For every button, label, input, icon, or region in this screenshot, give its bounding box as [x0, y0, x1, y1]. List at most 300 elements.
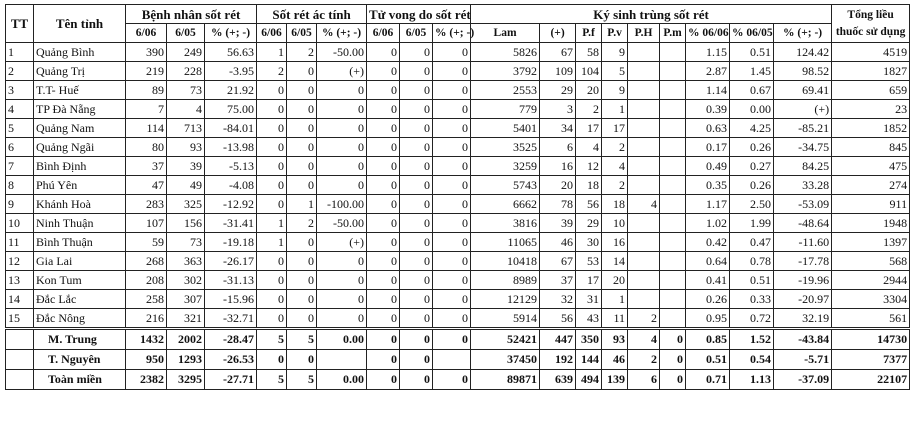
cell-pm	[660, 290, 686, 309]
cell-tt	[6, 329, 34, 350]
cell-pct-0606: 0.71	[686, 370, 730, 390]
cell-pf: 144	[576, 350, 602, 370]
cell-deaths-pct: 0	[433, 290, 471, 309]
cell-lam: 5914	[471, 309, 540, 329]
cell-province: Gia Lai	[34, 252, 126, 271]
cell-province: Quảng Trị	[34, 62, 126, 81]
cell-severe-0605: 0	[287, 350, 317, 370]
cell-deaths-pct: 0	[433, 157, 471, 176]
cell-pm	[660, 43, 686, 62]
sub-pct-0606: % 06/06	[686, 24, 730, 43]
cell-patients-0606: 59	[126, 233, 167, 252]
cell-patients-0605: 307	[167, 290, 205, 309]
cell-positive: 39	[540, 214, 576, 233]
cell-patients-0606: 2382	[126, 370, 167, 390]
cell-severe-0605: 0	[287, 62, 317, 81]
cell-total-doses: 561	[832, 309, 910, 329]
cell-severe-pct: 0	[317, 309, 367, 329]
cell-pct-0606: 0.17	[686, 138, 730, 157]
cell-province: Quảng Ngãi	[34, 138, 126, 157]
cell-pf: 104	[576, 62, 602, 81]
cell-pm: 0	[660, 370, 686, 390]
cell-pct-0605: 1.52	[730, 329, 774, 350]
cell-positive: 639	[540, 370, 576, 390]
cell-pm	[660, 138, 686, 157]
cell-patients-0606: 283	[126, 195, 167, 214]
cell-patients-0606: 80	[126, 138, 167, 157]
cell-ph	[628, 119, 660, 138]
cell-deaths-pct: 0	[433, 81, 471, 100]
cell-severe-pct: (+)	[317, 233, 367, 252]
cell-pf: 2	[576, 100, 602, 119]
sub-pct: % (+; -)	[433, 24, 471, 43]
cell-pm: 0	[660, 350, 686, 370]
cell-severe-0605: 5	[287, 329, 317, 350]
cell-total-doses: 14730	[832, 329, 910, 350]
cell-pct-change: -17.78	[774, 252, 832, 271]
cell-deaths-0605: 0	[400, 271, 433, 290]
cell-lam: 5826	[471, 43, 540, 62]
cell-deaths-pct: 0	[433, 119, 471, 138]
cell-pv: 14	[602, 252, 628, 271]
cell-severe-pct: 0	[317, 176, 367, 195]
cell-pm	[660, 271, 686, 290]
sub-0605: 6/05	[167, 24, 205, 43]
cell-severe-pct: 0	[317, 138, 367, 157]
cell-deaths-pct: 0	[433, 233, 471, 252]
cell-patients-0605: 73	[167, 233, 205, 252]
header-patients: Bệnh nhân sốt rét	[126, 5, 257, 24]
cell-province: Quảng Bình	[34, 43, 126, 62]
cell-ph: 2	[628, 350, 660, 370]
cell-deaths-pct: 0	[433, 138, 471, 157]
cell-province: Quảng Nam	[34, 119, 126, 138]
cell-patients-0606: 47	[126, 176, 167, 195]
cell-pct-0606: 0.63	[686, 119, 730, 138]
cell-severe-0606: 1	[257, 214, 287, 233]
cell-patients-pct: 21.92	[205, 81, 257, 100]
cell-lam: 8989	[471, 271, 540, 290]
cell-province: Phú Yên	[34, 176, 126, 195]
cell-severe-0606: 0	[257, 252, 287, 271]
cell-patients-0605: 73	[167, 81, 205, 100]
cell-pv: 18	[602, 195, 628, 214]
cell-pf: 18	[576, 176, 602, 195]
cell-pct-0606: 0.95	[686, 309, 730, 329]
cell-pv: 93	[602, 329, 628, 350]
cell-patients-0605: 325	[167, 195, 205, 214]
cell-deaths-0605: 0	[400, 43, 433, 62]
cell-lam: 10418	[471, 252, 540, 271]
cell-pv: 1	[602, 100, 628, 119]
cell-total-doses: 22107	[832, 370, 910, 390]
cell-severe-0605: 0	[287, 138, 317, 157]
cell-severe-pct: -50.00	[317, 43, 367, 62]
cell-severe-0605: 1	[287, 195, 317, 214]
cell-pv: 9	[602, 81, 628, 100]
cell-positive: 37	[540, 271, 576, 290]
cell-total-doses: 274	[832, 176, 910, 195]
cell-patients-0606: 1432	[126, 329, 167, 350]
cell-province: Bình Thuận	[34, 233, 126, 252]
cell-deaths-0606: 0	[367, 309, 400, 329]
cell-severe-0606: 5	[257, 370, 287, 390]
cell-pm: 0	[660, 329, 686, 350]
cell-pct-0606: 1.14	[686, 81, 730, 100]
table-row	[6, 119, 910, 138]
cell-total-doses: 1397	[832, 233, 910, 252]
cell-deaths-pct: 0	[433, 370, 471, 390]
cell-positive: 3	[540, 100, 576, 119]
cell-severe-pct: 0	[317, 252, 367, 271]
cell-total-doses: 475	[832, 157, 910, 176]
cell-deaths-0605: 0	[400, 214, 433, 233]
cell-pct-0606: 0.49	[686, 157, 730, 176]
cell-lam: 12129	[471, 290, 540, 309]
cell-severe-0606: 0	[257, 195, 287, 214]
cell-pct-0605: 4.25	[730, 119, 774, 138]
cell-pct-0606: 0.85	[686, 329, 730, 350]
cell-patients-0606: 208	[126, 271, 167, 290]
cell-pv: 2	[602, 138, 628, 157]
cell-deaths-0606: 0	[367, 252, 400, 271]
table-row	[6, 290, 910, 309]
cell-pct-0605: 0.51	[730, 43, 774, 62]
cell-pct-change: 124.42	[774, 43, 832, 62]
cell-pv: 46	[602, 350, 628, 370]
cell-pct-0605: 0.27	[730, 157, 774, 176]
cell-positive: 34	[540, 119, 576, 138]
cell-total-doses: 23	[832, 100, 910, 119]
cell-positive: 16	[540, 157, 576, 176]
cell-patients-pct: -28.47	[205, 329, 257, 350]
cell-deaths-0605: 0	[400, 138, 433, 157]
cell-severe-0606: 0	[257, 309, 287, 329]
cell-pf: 58	[576, 43, 602, 62]
cell-province: T. Nguyên	[34, 350, 126, 370]
cell-province: Ninh Thuận	[34, 214, 126, 233]
cell-pct-0605: 0.26	[730, 138, 774, 157]
cell-positive: 20	[540, 176, 576, 195]
cell-lam: 89871	[471, 370, 540, 390]
cell-patients-0605: 93	[167, 138, 205, 157]
cell-deaths-0605: 0	[400, 370, 433, 390]
cell-lam: 3525	[471, 138, 540, 157]
cell-severe-0606: 0	[257, 271, 287, 290]
cell-pct-0606: 0.41	[686, 271, 730, 290]
cell-pm	[660, 252, 686, 271]
cell-ph	[628, 271, 660, 290]
cell-pv: 11	[602, 309, 628, 329]
table-row	[6, 195, 910, 214]
cell-pf: 4	[576, 138, 602, 157]
table-row	[6, 43, 910, 62]
cell-severe-0605: 0	[287, 119, 317, 138]
cell-severe-0606: 0	[257, 138, 287, 157]
cell-deaths-pct: 0	[433, 43, 471, 62]
table-row	[6, 252, 910, 271]
header-province: Tên tỉnh	[34, 5, 126, 43]
cell-severe-0606: 5	[257, 329, 287, 350]
cell-deaths-pct: 0	[433, 252, 471, 271]
cell-severe-0605: 0	[287, 233, 317, 252]
sub-0606: 6/06	[257, 24, 287, 43]
cell-ph: 6	[628, 370, 660, 390]
cell-pm	[660, 119, 686, 138]
cell-deaths-0606: 0	[367, 81, 400, 100]
cell-tt: 13	[6, 271, 34, 290]
cell-severe-pct: 0.00	[317, 370, 367, 390]
cell-ph	[628, 81, 660, 100]
cell-tt: 3	[6, 81, 34, 100]
cell-ph	[628, 252, 660, 271]
cell-deaths-0605: 0	[400, 195, 433, 214]
cell-pct-change: 33.28	[774, 176, 832, 195]
cell-lam: 5743	[471, 176, 540, 195]
cell-patients-0605: 2002	[167, 329, 205, 350]
cell-lam: 37450	[471, 350, 540, 370]
cell-pm	[660, 100, 686, 119]
malaria-statistics-table	[5, 4, 910, 390]
cell-pf: 43	[576, 309, 602, 329]
cell-patients-0606: 390	[126, 43, 167, 62]
cell-total-doses: 911	[832, 195, 910, 214]
cell-pf: 17	[576, 271, 602, 290]
cell-pct-change: -11.60	[774, 233, 832, 252]
cell-ph	[628, 157, 660, 176]
cell-deaths-0606: 0	[367, 290, 400, 309]
cell-patients-0606: 950	[126, 350, 167, 370]
cell-patients-0605: 249	[167, 43, 205, 62]
cell-pct-change: (+)	[774, 100, 832, 119]
table-row	[6, 309, 910, 329]
cell-patients-pct: -13.98	[205, 138, 257, 157]
header-total-line2: thuốc sử dụng	[835, 25, 906, 38]
province-rows	[6, 43, 910, 329]
cell-ph	[628, 233, 660, 252]
cell-total-doses: 2944	[832, 271, 910, 290]
cell-tt: 15	[6, 309, 34, 329]
cell-severe-pct: -100.00	[317, 195, 367, 214]
cell-total-doses: 1827	[832, 62, 910, 81]
cell-pct-0605: 0.72	[730, 309, 774, 329]
cell-total-doses: 568	[832, 252, 910, 271]
cell-deaths-0605: 0	[400, 290, 433, 309]
cell-pct-0606: 0.51	[686, 350, 730, 370]
cell-province: M. Trung	[34, 329, 126, 350]
table-row	[6, 176, 910, 195]
cell-pf: 56	[576, 195, 602, 214]
cell-pv: 9	[602, 43, 628, 62]
table-row	[6, 214, 910, 233]
cell-deaths-pct: 0	[433, 329, 471, 350]
cell-pct-change: 84.25	[774, 157, 832, 176]
cell-pct-0605: 0.67	[730, 81, 774, 100]
cell-severe-pct: 0	[317, 157, 367, 176]
cell-ph: 2	[628, 309, 660, 329]
header-tt: TT	[6, 5, 34, 43]
cell-deaths-0606: 0	[367, 176, 400, 195]
cell-tt: 5	[6, 119, 34, 138]
cell-tt: 10	[6, 214, 34, 233]
summary-row	[6, 350, 910, 370]
cell-pct-0605: 2.50	[730, 195, 774, 214]
cell-deaths-0605: 0	[400, 157, 433, 176]
cell-tt: 11	[6, 233, 34, 252]
cell-deaths-0606: 0	[367, 43, 400, 62]
cell-patients-pct: -26.53	[205, 350, 257, 370]
cell-severe-pct: (+)	[317, 62, 367, 81]
cell-patients-0606: 37	[126, 157, 167, 176]
cell-patients-pct: -27.71	[205, 370, 257, 390]
sub-0605: 6/05	[400, 24, 433, 43]
cell-patients-pct: -5.13	[205, 157, 257, 176]
cell-pf: 12	[576, 157, 602, 176]
cell-lam: 52421	[471, 329, 540, 350]
cell-pm	[660, 233, 686, 252]
cell-province: Đắc Lắc	[34, 290, 126, 309]
cell-pf: 29	[576, 214, 602, 233]
cell-ph	[628, 100, 660, 119]
table-row	[6, 233, 910, 252]
cell-pct-0606: 0.26	[686, 290, 730, 309]
cell-deaths-0605: 0	[400, 350, 433, 370]
cell-positive: 6	[540, 138, 576, 157]
cell-positive: 447	[540, 329, 576, 350]
cell-ph	[628, 290, 660, 309]
cell-pv: 1	[602, 290, 628, 309]
cell-tt	[6, 350, 34, 370]
cell-positive: 109	[540, 62, 576, 81]
header-parasites: Ký sinh trùng sốt rét	[471, 5, 832, 24]
cell-pct-change: -20.97	[774, 290, 832, 309]
cell-deaths-0606: 0	[367, 233, 400, 252]
cell-ph	[628, 176, 660, 195]
cell-severe-0606: 1	[257, 233, 287, 252]
cell-ph	[628, 214, 660, 233]
cell-deaths-0606: 0	[367, 157, 400, 176]
cell-severe-pct: 0.00	[317, 329, 367, 350]
cell-lam: 6662	[471, 195, 540, 214]
cell-deaths-0606: 0	[367, 329, 400, 350]
cell-patients-pct: 56.63	[205, 43, 257, 62]
summary-row	[6, 329, 910, 350]
cell-severe-pct: 0	[317, 100, 367, 119]
cell-patients-pct: 75.00	[205, 100, 257, 119]
cell-deaths-pct: 0	[433, 271, 471, 290]
cell-deaths-0605: 0	[400, 81, 433, 100]
cell-pv: 5	[602, 62, 628, 81]
cell-pv: 16	[602, 233, 628, 252]
cell-pf: 350	[576, 329, 602, 350]
cell-pct-change: 69.41	[774, 81, 832, 100]
cell-patients-0606: 216	[126, 309, 167, 329]
cell-pf: 30	[576, 233, 602, 252]
cell-deaths-0605: 0	[400, 119, 433, 138]
cell-pct-0606: 1.15	[686, 43, 730, 62]
cell-deaths-0605: 0	[400, 62, 433, 81]
cell-deaths-pct: 0	[433, 100, 471, 119]
cell-ph	[628, 62, 660, 81]
cell-patients-pct: -32.71	[205, 309, 257, 329]
cell-tt: 1	[6, 43, 34, 62]
cell-severe-0605: 2	[287, 43, 317, 62]
cell-severe-0605: 0	[287, 290, 317, 309]
cell-pm	[660, 195, 686, 214]
cell-pct-0606: 1.02	[686, 214, 730, 233]
cell-deaths-0606: 0	[367, 100, 400, 119]
cell-pct-0606: 0.35	[686, 176, 730, 195]
cell-patients-0605: 4	[167, 100, 205, 119]
sub-pct: % (+; -)	[317, 24, 367, 43]
cell-deaths-pct: 0	[433, 195, 471, 214]
cell-severe-pct: -50.00	[317, 214, 367, 233]
cell-deaths-pct: 0	[433, 309, 471, 329]
cell-patients-0605: 156	[167, 214, 205, 233]
sub-ph: P.H	[628, 24, 660, 43]
cell-pm	[660, 214, 686, 233]
cell-severe-0606: 0	[257, 290, 287, 309]
cell-severe-0606: 0	[257, 350, 287, 370]
cell-patients-0606: 268	[126, 252, 167, 271]
cell-severe-0605: 5	[287, 370, 317, 390]
cell-province: Kon Tum	[34, 271, 126, 290]
cell-province: Bình Định	[34, 157, 126, 176]
cell-ph	[628, 43, 660, 62]
sub-0606: 6/06	[126, 24, 167, 43]
cell-patients-pct: -12.92	[205, 195, 257, 214]
cell-severe-pct: 0	[317, 81, 367, 100]
cell-tt: 7	[6, 157, 34, 176]
cell-total-doses: 4519	[832, 43, 910, 62]
cell-pct-change: -85.21	[774, 119, 832, 138]
cell-total-doses: 7377	[832, 350, 910, 370]
table-row	[6, 138, 910, 157]
cell-severe-pct: 0	[317, 119, 367, 138]
cell-pct-0605: 0.26	[730, 176, 774, 195]
cell-pct-0605: 0.00	[730, 100, 774, 119]
cell-lam: 3816	[471, 214, 540, 233]
cell-pct-0605: 1.99	[730, 214, 774, 233]
cell-lam: 3259	[471, 157, 540, 176]
cell-patients-0605: 302	[167, 271, 205, 290]
cell-severe-0606: 0	[257, 176, 287, 195]
cell-lam: 2553	[471, 81, 540, 100]
cell-patients-0605: 39	[167, 157, 205, 176]
cell-tt: 9	[6, 195, 34, 214]
cell-pm	[660, 157, 686, 176]
table-row	[6, 157, 910, 176]
cell-total-doses: 3304	[832, 290, 910, 309]
cell-province: TP Đà Nẵng	[34, 100, 126, 119]
cell-deaths-0606: 0	[367, 214, 400, 233]
header-severe-malaria: Sốt rét ác tính	[257, 5, 367, 24]
cell-severe-pct	[317, 350, 367, 370]
cell-positive: 56	[540, 309, 576, 329]
cell-positive: 46	[540, 233, 576, 252]
cell-positive: 192	[540, 350, 576, 370]
cell-pct-0605: 0.54	[730, 350, 774, 370]
cell-severe-0606: 0	[257, 100, 287, 119]
report-table-wrapper	[5, 4, 910, 390]
cell-province: T.T- Huế	[34, 81, 126, 100]
cell-tt: 4	[6, 100, 34, 119]
table-row	[6, 271, 910, 290]
cell-deaths-0605: 0	[400, 233, 433, 252]
cell-positive: 67	[540, 252, 576, 271]
cell-pv: 10	[602, 214, 628, 233]
cell-patients-pct: -3.95	[205, 62, 257, 81]
